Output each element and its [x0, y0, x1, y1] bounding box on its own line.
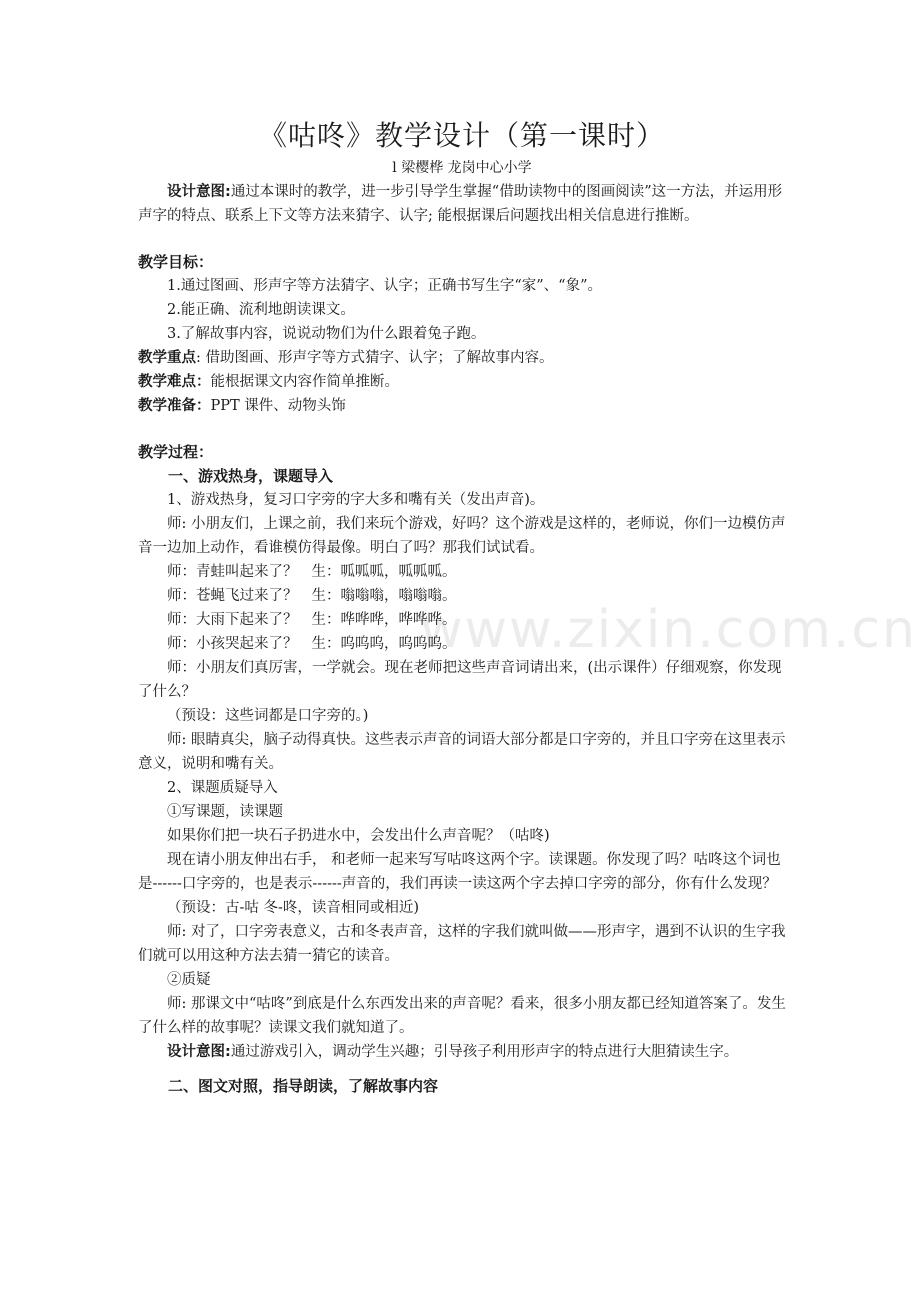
paragraph: 师: 眼睛真尖，脑子动得真快。这些表示声音的词语大部分都是口字旁的，并且口字旁在这里表示意义，说明和嘴有关。 — [138, 732, 786, 772]
teacher-line: 师：青蛙叫起来了？ — [167, 564, 298, 580]
dialog-line — [138, 584, 786, 608]
sub-heading: ②质疑 — [167, 972, 211, 988]
watermark-text: www.zixin.com.cn — [420, 600, 917, 660]
preparation-text: PPT 课件、动物头饰 — [210, 398, 346, 414]
step-2-heading: 二、图文对照，指导朗读，了解故事内容 — [168, 1077, 439, 1095]
teacher-line: 师：小孩哭起来了？ — [167, 636, 298, 652]
preparation-label: 教学准备： — [138, 398, 211, 414]
goal-item: 3.了解故事内容，说说动物们为什么跟着兔子跑。 — [167, 326, 486, 342]
teacher-line: 师：苍蝇飞过来了？ — [167, 588, 298, 604]
key-point — [138, 346, 786, 370]
paragraph: 师：小朋友们真厉害，一学就会。现在老师把这些声音词请出来，(出示课件）仔细观察，你发现了什么？ — [138, 660, 782, 700]
preset-note: （预设：古-咕 冬-咚，读音相同或相近) — [167, 900, 420, 916]
difficulty-point — [138, 370, 786, 394]
student-line: 生：呱呱呱，呱呱呱。 — [311, 564, 457, 580]
document-title: 《咕咚》教学设计（第一课时） — [258, 119, 665, 152]
goal-item: 1.通过图画、形声字等方法猜字、认字；正确书写生字“家”、“象”。 — [167, 278, 602, 294]
key-point-text: : 借助图画、形声字等方式猜字、认字；了解故事内容。 — [196, 350, 554, 366]
dialog-line — [138, 632, 786, 656]
process-heading: 教学过程： — [138, 443, 214, 461]
design-intent-1 — [138, 180, 786, 228]
design-intent-label: 设计意图: — [167, 184, 231, 200]
dialog-line — [138, 560, 786, 584]
teacher-line: 师：大雨下起来了？ — [167, 612, 298, 628]
paragraph: 如果你们把一块石子扔进水中，会发出什么声音呢？（咕咚) — [167, 828, 550, 844]
preset-note: （预设：这些词都是口字旁的。) — [167, 708, 369, 724]
step-1-heading: 一、游戏热身，课题导入 — [168, 467, 334, 485]
difficulty-label: 教学难点： — [138, 374, 211, 390]
paragraph: 师: 那课文中“咕咚”到底是什么东西发出来的声音呢？看来，很多小朋友都已经知道答案了。发生了什么样的故事呢？读课文我们就知道了。 — [138, 996, 786, 1036]
paragraph: 师: 对了，口字旁表意义，古和冬表声音，这样的字我们就叫做——形声字，遇到不认识的生字我们就可以用这种方法去猜一猜它的读音。 — [138, 924, 786, 964]
paragraph: 现在请小朋友伸出右手， 和老师一起来写写咕咚这两个字。读课题。你发现了吗？咕咚这个词也是------口字旁的，也是表示------声音的，我们再读一读这两个字去掉口字旁的部分，你有什么发现？ — [138, 852, 781, 892]
dialog-line — [138, 608, 786, 632]
preparation — [138, 394, 786, 418]
key-point-label: 教学重点 — [138, 350, 196, 366]
author-line: l 梁樱桦 龙岗中心小学 — [392, 160, 532, 176]
student-line: 生：哗哗哗，哗哗哗。 — [311, 612, 457, 628]
sub-heading: ①写课题，读课题 — [167, 804, 283, 820]
student-line: 生：呜呜呜，呜呜呜。 — [311, 636, 457, 652]
goal-item: 2.能正确、流利地朗读课文。 — [167, 302, 355, 318]
design-intent-text: 通过游戏引入，调动学生兴趣；引导孩子利用形声字的特点进行大胆猜读生字。 — [230, 1044, 739, 1060]
difficulty-text: 能根据课文内容作简单推断。 — [210, 374, 399, 390]
sub-heading: 1、游戏热身，复习口字旁的字大多和嘴有关（发出声音)。 — [167, 492, 545, 508]
goals-heading: 教学目标： — [138, 253, 214, 271]
design-intent-2 — [138, 1040, 786, 1064]
document-page — [138, 108, 786, 1098]
sub-heading: 2、课题质疑导入 — [167, 780, 278, 796]
design-intent-label: 设计意图: — [167, 1044, 231, 1060]
student-line: 生：嗡嗡嗡，嗡嗡嗡。 — [311, 588, 457, 604]
paragraph: 师: 小朋友们，上课之前，我们来玩个游戏，好吗？这个游戏是这样的，老师说，你们一边模仿声音一边加上动作，看谁模仿得最像。明白了吗？那我们试试看。 — [138, 516, 786, 556]
design-intent-text: 通过本课时的教学，进一步引导学生掌握“借助读物中的图画阅读”这一方法，并运用形声字的特点、联系上下文等方法来猜字、认字; 能根据课后问题找出相关信息进行推断。 — [138, 184, 783, 224]
